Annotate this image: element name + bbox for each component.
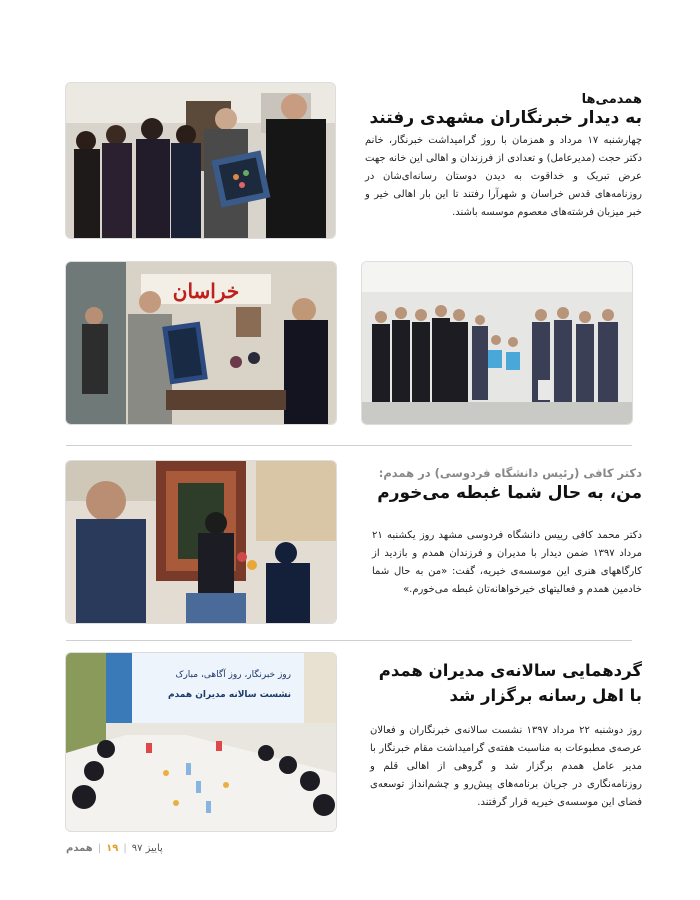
footer-separator: | [97, 843, 102, 854]
banner-line-1: روز خبرنگار، روز آگاهی، مبارک [175, 670, 291, 680]
article-1-headline: به دیدار خبرنگاران مشهدی رفتند [369, 108, 642, 128]
article-2-headline: من، به حال شما غبطه می‌خورم [377, 483, 642, 503]
photo-newspaper-office [66, 262, 336, 424]
article-2-body: دکتر محمد کافی رییس دانشگاه فردوسی مشهد روز یکشنبه ۲۱ مرداد ۱۳۹۷ ضمن دیدار با مدیران و فرزندان همدم و بازدید از کارگاههای هنری این موسسه‌ی خیریه، گفت: «من به حال شما خادمین همدم و فعالیتهای خیرخواهانه‌تان غبطه می‌خورم.» [372, 529, 642, 595]
photo-gift-presentation [66, 83, 335, 238]
article-1 [365, 92, 642, 222]
issue-label: پاییز ۹۷ [131, 843, 163, 854]
article-2-kicker: دکتر کافی (رئیس دانشگاه فردوسی) در همدم: [378, 466, 642, 480]
newspaper-sign-text: خراسان [172, 279, 240, 303]
article-3-headline: گردهمایی سالانه‌ی مدیران همدم با اهل رسانه برگزار شد [378, 661, 642, 705]
article-3-body: روز دوشنبه ۲۲ مرداد ۱۳۹۷ نشست سالانه‌ی خبرنگاران و فعالان عرصه‌ی مطبوعات به مناسبت هفته‌ی گرامیداشت مقام خبرنگار با مدیر عامل همدم برگزار شد و گروهی از اهالی قلم و روزنامه‌نگاری در جریان برنامه‌های پیش‌رو و چشم‌انداز توسعه‌ی فضای این موسسه‌ی خیریه قرار گرفتند. [370, 725, 642, 808]
magazine-logo: همدم [66, 843, 93, 854]
footer-separator: | [123, 843, 127, 854]
article-2 [372, 466, 642, 599]
section-divider [66, 640, 632, 641]
article-3 [370, 656, 642, 812]
page-number: ۱۹ [106, 843, 119, 854]
article-1-kicker: همدمی‌ها [581, 92, 642, 107]
section-divider [66, 445, 632, 446]
banner-line-2: نشست سالانه مدیران همدم [168, 690, 291, 700]
photo-kafi-visit [66, 461, 336, 623]
photo-group [362, 262, 632, 424]
photo-annual-gathering [66, 653, 336, 831]
article-1-body: چهارشنبه ۱۷ مرداد و همزمان با روز گرامیداشت خبرنگار، خانم دکتر حجت (مدیرعامل) و تعدادی از فرزندان و اهالی این خانه جهت عرض تبریک و خداقوت به دیدن دوستان رسانه‌ای‌شان در روزنامه‌های قدس خراسان و شهرآرا رفتند تا این بار اهالی خیر و خبر میزبان فرشته‌های معصوم موسسه باشند. [365, 134, 642, 218]
page-footer [66, 843, 163, 854]
